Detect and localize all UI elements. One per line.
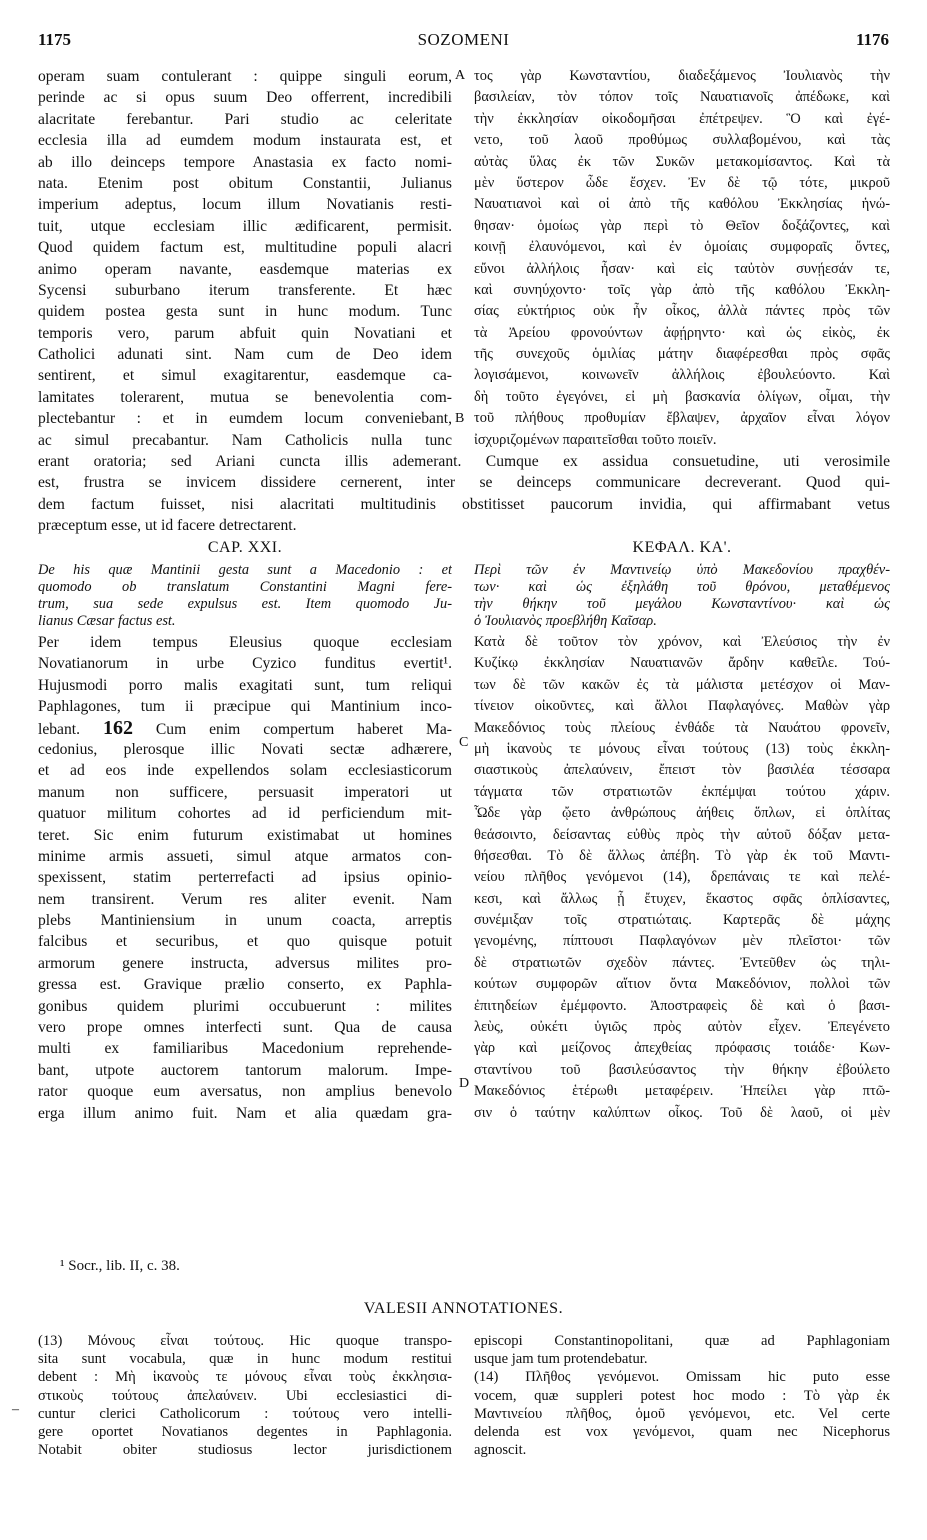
greek-body-line: συνέμιξαν τοῖς στρατιώταις. Καρτερᾶς δὲ μάχης bbox=[474, 912, 890, 929]
latin-text-line: Sycensi suburbano iterum transferente. Et hæc bbox=[38, 281, 452, 299]
latin-body-line: Hujusmodi porro malis exagitati sunt, tum reliqui bbox=[38, 676, 452, 694]
greek-text-line: καὶ συνηύχοντο· τοῖς γὰρ ἀπὸ τῆς καθόλου Ἐκκλη- bbox=[474, 281, 890, 298]
latin-body-line: plebs Mantiniensium in unum coacta, arreptis bbox=[38, 912, 452, 930]
latin-text-line: quidem postea gesta sunt in hunc modum. Tunc bbox=[38, 303, 452, 321]
greek-body-line: Ὧδε γὰρ ᾤετο ἀνθρώπους ἀήθεις ὅπλων, εἰ ὁπλίτας bbox=[474, 805, 890, 822]
annotation-line: debent : Μὴ ἱκανοὺς τε μόνους εἶναι τοὺς ἐκκλησια- bbox=[38, 1369, 452, 1386]
greek-body-line: σιν ὁ ταύτην καλύπτων οἶκος. Τοῦ δὲ λαοῦ, οἱ μὲν bbox=[474, 1104, 890, 1121]
latin-body-line: armorum genere instructa, adversus milites pro- bbox=[38, 954, 452, 972]
greek-text-line: βασιλείαν, τὸν τόπον τοῖς Ναυατιανοῖς ἀπέδωκε, καὶ bbox=[474, 89, 890, 106]
latin-body-line: nem transirent. Verum res aliter evenit. Nam bbox=[38, 890, 452, 908]
greek-text-line: ἰσχυριζομένων παραιτεῖσθαι τοῦτο ποιεῖν. bbox=[474, 431, 717, 448]
greek-text-line: σίας εὐκτήριος οὐκ ἦν οἶκος, ἀλλὰ πάντες πρὸς τῶν bbox=[474, 303, 890, 320]
greek-body-line: νείου πλῆθος γενόμενοι (14), δρεπάναις τε καὶ πελέ- bbox=[474, 869, 890, 886]
greek-chapter-summary bbox=[474, 562, 890, 630]
greek-body-line: Μακεδόνιος ἑτέρωθι μεταφέρειν. Ἠπείλει γὰρ πτῶ- bbox=[474, 1083, 890, 1100]
latin-text-line: præceptum esse, ut id facere detrectarent. bbox=[38, 517, 297, 535]
greek-body-line: τίνειον οἰκοῦντες, καὶ ἄλλοι Παφλαγόνες. Μαθὼν γὰρ bbox=[474, 698, 890, 715]
greek-body-line: λεὺς, οὐκέτι ὑγιῶς πρὸς αὐτὸν εἶχεν. Ἐπεγένετο bbox=[474, 1019, 890, 1036]
greek-body-line: σταντίνου τοῦ βασιλεύσαντος τὴν θήκην ἐβούλετο bbox=[474, 1061, 890, 1078]
greek-summary-line: Περὶ τῶν ἐν Μαντινείῳ ὑπὸ Μακεδονίου πραχθέν- bbox=[474, 562, 890, 578]
annotation-line: (13) Μόνους εἶναι τούτους. Hic quoque transpo- bbox=[38, 1333, 452, 1349]
greek-text-line: εὔνοι ἀλλήλοις ἦσαν· καὶ εἰς ταὐτὸν συνῄεσάν τε, bbox=[474, 260, 890, 277]
annotations-left-column bbox=[38, 1332, 452, 1459]
annotation-line: στικοὺς τούτους ἀπελαύνειν. Ubi ecclesiastici di- bbox=[38, 1387, 452, 1404]
latin-text-line: temporis vero, parum abfuit quin Novatiani et bbox=[38, 324, 452, 342]
latin-summary-line: trum, sua sede expulsus est. Item quomodo Ju- bbox=[38, 596, 452, 612]
annotation-line: Notabit obiter studiosus lector jurisdictionem bbox=[38, 1442, 452, 1459]
latin-body-line: rator quoque eum aversatus, non amplius benevolo bbox=[38, 1083, 452, 1101]
latin-text-line: Catholici adunati sint. Nam cum de Deo idem bbox=[38, 346, 452, 364]
latin-summary-line: De his quæ Mantinii gesta sunt a Macedonio : et bbox=[38, 562, 452, 578]
greek-body-line: δὲ στρατιωτῶν σχεδὸν πάντες. Ἐντεῦθεν ὡς τηλι- bbox=[474, 954, 890, 971]
footnote: ¹ Socr., lib. II, c. 38. bbox=[60, 1258, 180, 1274]
latin-body-line: quatuor militum cohortes ad id perficiendum mit- bbox=[38, 805, 452, 823]
latin-body-line: bant, utpote auctorem tantorum malorum. Impe- bbox=[38, 1061, 452, 1079]
latin-body-fragment: lebant. bbox=[38, 720, 80, 738]
latin-body-line: cedonius, plerosque illic Novati sectæ adhærere, bbox=[38, 740, 452, 758]
greek-body-line: γενομένης, πίπτουσι Παφλαγόνων μὲν πλεῖστοι· τῶν bbox=[474, 933, 890, 950]
latin-full-width-text bbox=[38, 451, 890, 537]
annotations-heading: VALESII ANNOTATIONES. bbox=[363, 1300, 564, 1317]
greek-body-line: θεάσοιντο, δείσαντας εὐθὺς πρὸς τὴν αὐτοῦ δόξαν μετα- bbox=[474, 826, 890, 843]
latin-text-line: erant oratoria; sed Ariani cuncta illis ademerant. Cumque ex assidua consuetudine, uti verosimile bbox=[38, 453, 890, 470]
column-number: 162 bbox=[102, 717, 133, 739]
latin-body-line: minime armis assueti, simul atque armatos con- bbox=[38, 847, 452, 865]
latin-body-column bbox=[38, 632, 452, 1124]
greek-body-line: κεσι, καὶ ἄλλως ᾗ ἔτυχεν, ἕκαστος σφᾶς ὁπλίσαντες, bbox=[474, 890, 890, 907]
margin-mark: – bbox=[12, 1402, 19, 1417]
latin-text-line: sentirent, et simul exagitarentur, easdemque ca- bbox=[38, 367, 452, 385]
greek-text-line: αὐτὰς ὕλας ἐκ τῶν Συκῶν μετακομίσαντος. Καὶ τὰ bbox=[474, 153, 890, 170]
latin-text-line: est, frustra se invicem dissidere cernerent, inter se deinceps communicare decreverant. Quod qui- bbox=[38, 474, 890, 492]
latin-body-line: spexissent, statim perterrefacti ad ipsius opinio- bbox=[38, 869, 452, 887]
greek-body-line: σιαστικοὺς ἀπελαύνειν, ἔπειστ τὸν βασιλέα τέσσαρα bbox=[474, 762, 890, 779]
greek-body-line: θήσεσθαι. Τὸ δὲ ἄλλως ἀπέβη. Τὸ γὰρ ἐκ τοῦ Μαντι- bbox=[474, 847, 890, 864]
latin-body-line: manum non sufficere, persuasit imperatori ut bbox=[38, 783, 452, 801]
latin-body-line: gressa est. Gravique prælio conserto, ex Paphla- bbox=[38, 976, 452, 994]
annotation-line: gere oportet Novatianos degentes in Paphlagonia. bbox=[38, 1423, 452, 1440]
greek-text-line: λογισάμενοι, κοινωνεῖν ἀλλήλοις ἐβουλεύοντο. Καὶ bbox=[474, 367, 890, 384]
annotation-line: agnoscit. bbox=[474, 1442, 527, 1459]
greek-text-line: κοινῇ ἐλαυνόμενοι, καὶ ἐν ὁμοίαις συμφοραῖς ὄντες, bbox=[474, 239, 890, 256]
greek-body-line: μὴ ἱκανοὺς τε μόνους εἶναι τούτους (13) τοὺς ἐκκλη- bbox=[474, 740, 890, 757]
latin-text-line: Quod quidem factum est, multitudine populi alacri bbox=[38, 239, 452, 257]
latin-text-line: animo operam navante, easdemque materias ex bbox=[38, 260, 452, 278]
annotation-line: vocem, quæ suppleri potest hoc modo : Τὸ γὰρ ἐκ bbox=[474, 1387, 890, 1404]
latin-body-line: teret. Sic enim futurum existimabat ut homines bbox=[38, 826, 452, 844]
latin-body-line: gonibus quidem plurimi occubuerunt : milites bbox=[38, 997, 452, 1015]
latin-summary-line: quomodo ob translatum Constantini Magni fere- bbox=[38, 579, 452, 595]
greek-body-line: των δὲ τῶν κακῶν ἐς τὰ μάλιστα μετέσχον οἱ Μαν- bbox=[474, 676, 890, 693]
latin-text-line: nata. Etenim post obitum Constantii, Julianus bbox=[38, 174, 452, 192]
greek-text-line: μὲν ὕστερον ὧδε ἔσχεν. Ἐν δὲ τῷ τότε, μικροῦ bbox=[474, 174, 890, 191]
latin-text-line: dem factum fuisset, nisi alacritati multitudinis obstitisset paucorum invidia, qui affirmabant vetus bbox=[38, 495, 890, 513]
latin-text-line: ecclesia illa ad eumdem modum instaurata est, et bbox=[38, 132, 452, 150]
greek-body-column bbox=[474, 632, 890, 1124]
section-marker-a: A bbox=[455, 68, 466, 83]
latin-text-line: alacritate ferebantur. Pari studio ac celeritate bbox=[38, 110, 452, 128]
latin-chapter-summary bbox=[38, 562, 452, 630]
greek-chapter-title: ΚΕΦΑΛ. ΚΑ'. bbox=[632, 539, 732, 556]
latin-body-line: erga illum animo fuit. Nam et alia quædam gra- bbox=[38, 1104, 452, 1122]
greek-text-line: τῆς συνεχοῦς ὁμιλίας μάτην διαφέρεσθαι πρὸς σφᾶς bbox=[474, 346, 890, 363]
annotation-line: cuntur clerici Catholicorum : τούτους vero intelli- bbox=[38, 1405, 452, 1422]
latin-text-line: ac simul precabantur. Nam Catholicis nulla tunc bbox=[38, 431, 452, 449]
section-marker-b: B bbox=[455, 411, 465, 426]
latin-summary-line: lianus Cæsar factus est. bbox=[38, 613, 176, 629]
greek-column-top bbox=[474, 66, 890, 451]
latin-text-line: perinde ac si opus suum Deo offerrent, incredibili bbox=[38, 89, 452, 107]
greek-summary-line: τὴν θήκην τοῦ μεγάλου Κωνσταντίνου· καὶ ὡς bbox=[474, 596, 890, 612]
latin-column-top bbox=[38, 66, 452, 451]
latin-body-line: Novatianorum in urbe Cyzico funditus evertit¹. bbox=[38, 655, 452, 673]
section-marker-c: C bbox=[459, 735, 469, 750]
right-page-number: 1176 bbox=[855, 30, 889, 49]
annotations-right-column bbox=[474, 1332, 890, 1459]
greek-summary-line: των· καὶ ὡς ἐξηλάθη τοῦ θρόνου, μεταθέμενος bbox=[474, 579, 890, 595]
greek-body-line: ἐπιτηδείων ἐμέμφοντο. Ἀποστραφεὶς δὲ καὶ ὁ βασι- bbox=[474, 997, 890, 1014]
latin-body-line-with-column-number bbox=[38, 718, 452, 739]
annotation-line: (14) Πλῆθος γενόμενοι. Omissam hic puto esse bbox=[474, 1369, 890, 1386]
latin-body-line: et ad eos inde expellendos solam ecclesiasticorum bbox=[38, 762, 452, 780]
latin-body-line: falcibus et securibus, et quo quisque potuit bbox=[38, 933, 452, 951]
section-marker-d: D bbox=[459, 1076, 470, 1091]
annotation-line: episcopi Constantinopolitani, quæ ad Paphlagoniam bbox=[474, 1333, 890, 1349]
running-title: SOZOMENI bbox=[417, 30, 510, 49]
greek-body-line: γὰρ καὶ μείζονος ἀπεχθείας πρόφασις τοιάδε· Κων- bbox=[474, 1040, 890, 1057]
latin-body-fragment: Cum enim compertum haberet Ma- bbox=[155, 720, 452, 738]
greek-text-line: νετο, τοῦ λαοῦ προθύμως συλλαβομένου, καὶ τὰς bbox=[474, 132, 890, 149]
latin-chapter-title: CAP. XXI. bbox=[207, 539, 283, 556]
latin-body-line: Paphlagones, tum ii præcipue qui Mantinium inco- bbox=[38, 698, 452, 716]
greek-summary-line: ὁ Ἰουλιανὸς προεβλήθη Καῖσαρ. bbox=[474, 613, 657, 629]
latin-body-line: multi ex familiaribus Macedonium reprehende- bbox=[38, 1040, 452, 1058]
annotation-line: Μαντινείου πλῆθος, ὁμοῦ γενόμενοι, etc. Vel certe bbox=[474, 1405, 890, 1422]
greek-body-line: Μακεδόνιος τοὺς πλείους ἐνθάδε τὰ Ναυάτου φρονεῖν, bbox=[474, 719, 890, 736]
greek-body-line: Κυζίκῳ ἐκκλησίαν Ναυατιανῶν ἄρδην καθεῖλε. Τού- bbox=[474, 655, 890, 672]
annotation-line: sita sunt vocabula, quæ in hunc modum restitui bbox=[38, 1351, 452, 1368]
latin-body-line: Per idem tempus Eleusius quoque ecclesiam bbox=[38, 634, 452, 651]
latin-text-line: ab illo deinceps tempore Anastasia ex facto nomi- bbox=[38, 153, 452, 171]
greek-body-line: κούτων συμφορῶν αἴτιον ὄντα Μακεδόνιον, πολλοὶ τῶν bbox=[474, 976, 890, 993]
latin-text-line: operam suam contulerant : quippe singuli eorum, bbox=[38, 68, 452, 85]
greek-text-line: τὰ Ἀρείου φρονούντων ἀφῄρηντο· καὶ ὡς εἰκὸς, ἐκ bbox=[474, 324, 890, 341]
running-header bbox=[38, 30, 889, 60]
greek-text-line: Ναυατιανοὶ καὶ οἱ ἀπὸ τῆς καθόλου Ἐκκλησίας ἡνώ- bbox=[474, 196, 890, 213]
greek-body-line: Κατὰ δὲ τοῦτον τὸν χρόνον, καὶ Ἐλεύσιος τὴν ἐν bbox=[474, 634, 890, 650]
greek-body-line: τάγματα τῶν στρατιωτῶν ἐκπέμψαι τούτου χάριν. bbox=[474, 783, 890, 800]
annotation-line: delenda est vox γενόμενοι, quam nec Nicephorus bbox=[474, 1423, 890, 1440]
latin-text-line: tuit, utque ecclesiam illic ædificarent, permisit. bbox=[38, 217, 452, 235]
greek-text-line: θησαν· ὁμοίως γὰρ περὶ τὸ Θεῖον δοξάζοντες, καὶ bbox=[474, 217, 890, 234]
greek-text-line: δὴ τοῦτο ἐγεγόνει, εἰ μὴ βασκανία ὀλίγων, οἶμαι, τὴν bbox=[474, 388, 890, 405]
latin-text-line: lamitates tolerarent, mutua se benevolentia com- bbox=[38, 388, 452, 406]
latin-body-line: vero prope omnes interfecti sunt. Qua de causa bbox=[38, 1019, 452, 1037]
greek-text-line: τὴν ἐκκλησίαν οἰκοδομῆσαι ἐπέτρεψεν. Ὃ καὶ ἐγέ- bbox=[474, 110, 890, 127]
left-page-number: 1175 bbox=[38, 30, 72, 49]
latin-text-line: plectebantur : et in eumdem locum conveniebant, bbox=[38, 410, 452, 428]
latin-text-line: imperium adeptus, locum illum Novatianis resti- bbox=[38, 196, 452, 214]
greek-text-line: τος γὰρ Κωνσταντίου, διαδεξάμενος Ἰουλιανὸς τὴν bbox=[474, 68, 890, 84]
annotation-line: usque jam tum protendebatur. bbox=[474, 1351, 648, 1368]
greek-text-line: τοῦ πλήθους προθυμίαν ἔβλαψεν, ἀρχαῖον εἶναι λόγον bbox=[474, 410, 890, 427]
